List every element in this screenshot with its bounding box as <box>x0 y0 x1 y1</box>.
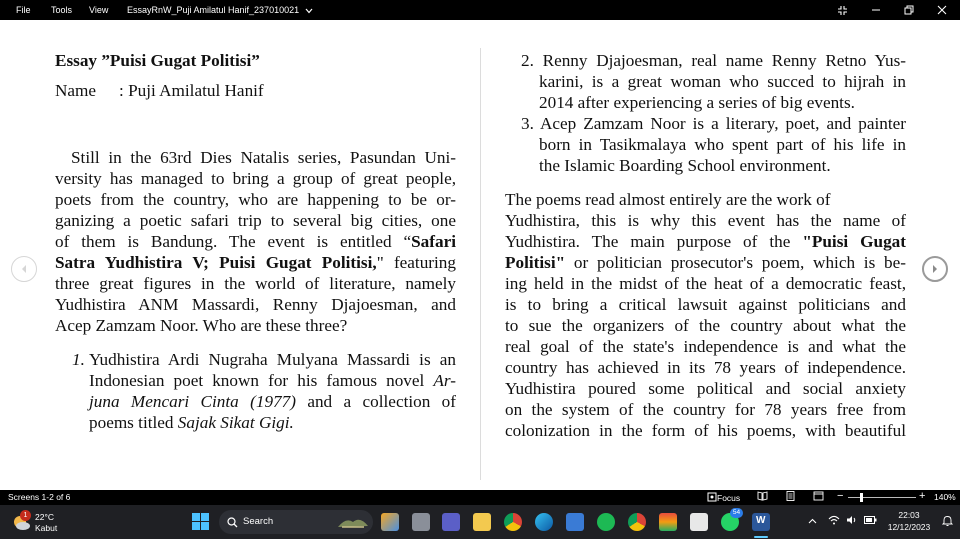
close-button[interactable] <box>927 0 957 20</box>
word-taskbar-icon[interactable] <box>752 513 770 531</box>
start-button[interactable] <box>192 513 209 532</box>
list-item-line: 2. Renny Djajoesman, real name Renny Retno Yus- <box>521 51 906 70</box>
windows-logo-icon <box>192 513 209 530</box>
weather-description: Kabut <box>35 523 58 533</box>
paragraph-line: is to bring a critical lawsuit against politicians and <box>505 295 906 314</box>
search-highlight-icon <box>336 514 370 530</box>
document-title: EssayRnW_Puji Amilatul Hanif_237010021 <box>127 5 300 15</box>
minimize-icon <box>871 5 881 15</box>
zoom-in-button[interactable]: + <box>919 490 926 502</box>
whatsapp-badge: 54 <box>730 508 743 518</box>
list-item-line: 3. Acep Zamzam Noor is a literary, poet, and painter <box>521 114 906 133</box>
weather-widget[interactable] <box>10 511 58 535</box>
previous-screen-button[interactable] <box>11 256 37 282</box>
paragraph-line: to sue the organizers of the country about what the <box>505 316 906 335</box>
chrome-taskbar-icon[interactable] <box>504 513 522 531</box>
paragraph-line: versity has managed to bring a group of great people, <box>55 169 456 188</box>
paragraph-line: Yudhistira, this is why this event has the name of <box>505 211 906 230</box>
paragraph-line: Satra Yudhistira V; Puisi Gugat Politisi," featuring <box>55 253 456 272</box>
page-icon <box>786 491 795 501</box>
store-taskbar-icon[interactable] <box>566 513 584 531</box>
focus-icon <box>707 492 717 502</box>
wifi-icon <box>828 515 840 525</box>
paragraph-line: poets from the country, who are happening to be or- <box>55 190 456 209</box>
clock-date: 12/12/2023 <box>887 522 931 532</box>
list-item-line: born in Tasikmalaya who spent part of his life in <box>539 135 906 154</box>
screen-counter: Screens 1-2 of 6 <box>8 492 71 502</box>
edge-taskbar-icon[interactable] <box>535 513 553 531</box>
list-item-line: 2014 after experiencing a series of big events. <box>539 93 855 112</box>
zoom-out-button[interactable]: − <box>837 490 844 502</box>
battery-icon <box>864 516 877 524</box>
zoom-slider-thumb[interactable] <box>860 493 863 502</box>
web-layout-icon <box>813 491 824 501</box>
taskbar <box>0 505 960 539</box>
list-item-line: juna Mencari Cinta (1977) and a collection of <box>89 392 457 411</box>
chrome-profile-taskbar-icon[interactable] <box>628 513 646 531</box>
taskbar-search[interactable] <box>219 510 373 534</box>
file-explorer-taskbar-icon[interactable] <box>473 513 491 531</box>
paragraph-line: ganizing a poetic safari trip to several big cities, one <box>55 211 456 230</box>
menu-view[interactable]: View <box>89 5 109 15</box>
battery-button[interactable] <box>864 516 877 526</box>
chevron-right-icon <box>930 264 940 274</box>
book-icon <box>757 491 768 501</box>
weather-alert-badge: 1 <box>20 510 31 521</box>
menu-file[interactable]: File <box>16 5 31 15</box>
paragraph-line: Yudhistira. The main purpose of the "Puisi Gugat <box>505 232 906 251</box>
list-item-line: Yudhistira Ardi Nugraha Mulyana Massardi is an <box>89 350 456 369</box>
paragraph-line: of them is Bandung. The event is entitled “Safari <box>55 232 456 251</box>
focus-mode-button[interactable] <box>827 0 857 20</box>
paragraph-line: country has achieved in its 78 years of independence. <box>505 358 906 377</box>
print-layout-button[interactable] <box>786 491 795 503</box>
paragraph-line: on the system of the country for 78 years free from <box>505 400 906 419</box>
teams-taskbar-icon[interactable] <box>442 513 460 531</box>
status-bar <box>0 490 960 505</box>
notifications-button[interactable] <box>942 515 953 529</box>
paragraph-line: The poems read almost entirely are the work of <box>505 190 831 209</box>
copilot-taskbar-icon[interactable] <box>381 513 399 531</box>
zoom-slider-track[interactable] <box>848 497 916 498</box>
bell-icon <box>942 515 953 527</box>
essay-heading: Essay ”Puisi Gugat Politisi” <box>55 51 260 70</box>
name-value: : Puji Amilatul Hanif <box>119 81 264 100</box>
volume-icon <box>846 515 858 525</box>
paragraph-line: Acep Zamzam Noor. Who are these three? <box>55 316 348 335</box>
word-letter-icon: W <box>756 515 766 526</box>
clock-time: 22:03 <box>898 510 920 520</box>
calendar-taskbar-icon[interactable] <box>690 513 708 531</box>
chevron-down-icon <box>305 8 313 14</box>
show-hidden-icons-button[interactable] <box>808 516 817 526</box>
list-item-line: the Islamic Boarding School environment. <box>539 156 831 175</box>
focus-button[interactable]: Focus <box>707 491 717 502</box>
web-layout-button[interactable] <box>813 491 824 503</box>
paragraph-line: Still in the 63rd Dies Natalis series, Pasundan Uni- <box>71 148 456 167</box>
title-bar <box>0 0 960 20</box>
close-icon <box>937 5 947 15</box>
list-item-line: karini, is a great woman who succed to hijrah in <box>539 72 906 91</box>
search-icon <box>227 517 238 528</box>
read-mode-button[interactable] <box>757 491 768 503</box>
paragraph-line: colonization in the form of his poems, with beautiful <box>505 421 906 440</box>
minimize-button[interactable] <box>861 0 891 20</box>
restore-icon <box>904 5 914 15</box>
app-taskbar-icon[interactable] <box>659 513 677 531</box>
temperature: 22°C <box>35 512 54 522</box>
paragraph-line: ing held in the midst of the heat of a democratic feast, <box>505 274 906 293</box>
paragraph-line: real goal of the state's independence is and what the <box>505 337 906 356</box>
whatsapp-taskbar-icon[interactable] <box>721 509 741 531</box>
list-number: 1. <box>72 350 85 369</box>
network-button[interactable] <box>828 515 840 527</box>
document-view <box>0 20 960 490</box>
paragraph-line: Politisi" or politician prosecutor's poem, which is be- <box>505 253 906 272</box>
paragraph-line: Yudhistira ANM Massardi, Renny Djajoesman, and <box>55 295 456 314</box>
volume-button[interactable] <box>846 515 858 527</box>
clock[interactable] <box>886 510 932 532</box>
document-title-dropdown[interactable] <box>127 0 313 20</box>
chevron-up-icon <box>808 518 817 524</box>
list-item-line: poems titled Sajak Sikat Gigi. <box>89 413 294 432</box>
restore-button[interactable] <box>894 0 924 20</box>
list-item-line: Indonesian poet known for his famous novel Ar- <box>89 371 456 390</box>
paragraph-line: Yudhistira poured some political and social anxiety <box>505 379 906 398</box>
task-view-taskbar-icon[interactable] <box>412 513 430 531</box>
spotify-taskbar-icon[interactable] <box>597 513 615 531</box>
chevron-left-icon <box>19 264 29 274</box>
name-label: Name <box>55 81 97 100</box>
menu-tools[interactable]: Tools <box>51 5 73 15</box>
paragraph-line: three great figures in the world of literature, namely <box>55 274 456 293</box>
zoom-level[interactable]: 140% <box>934 492 956 502</box>
next-screen-button[interactable] <box>922 256 948 282</box>
search-placeholder: Search <box>243 516 274 527</box>
collapse-icon <box>837 5 848 16</box>
active-app-indicator <box>754 536 768 538</box>
page-divider <box>480 48 481 480</box>
